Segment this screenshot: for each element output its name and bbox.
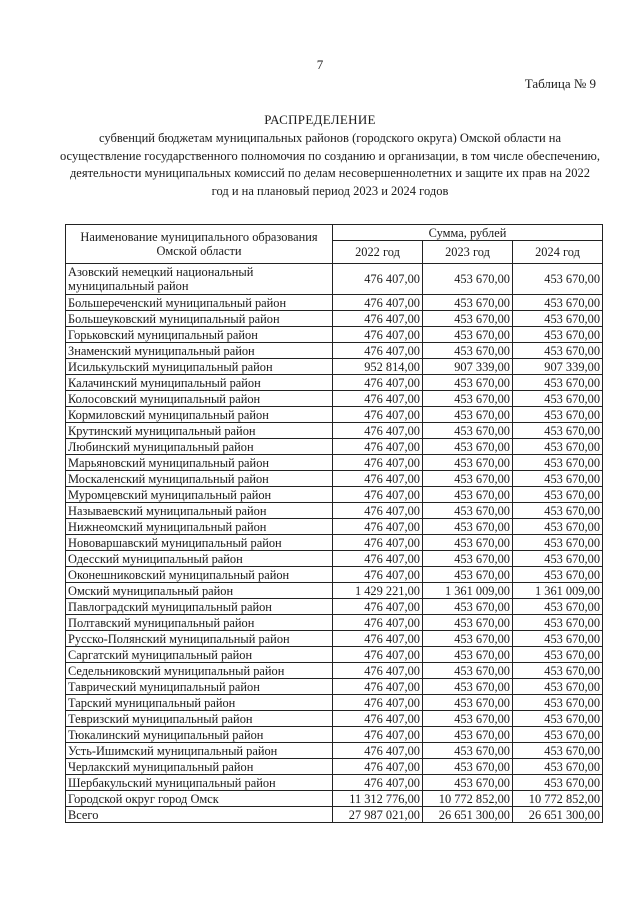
table-row [66, 631, 603, 647]
row-value-2024: 453 670,00 [513, 551, 603, 567]
document-title: РАСПРЕДЕЛЕНИЕ [264, 112, 376, 127]
row-value-2024: 453 670,00 [513, 711, 603, 727]
table-row [66, 647, 603, 663]
row-value-2023: 453 670,00 [423, 471, 513, 487]
row-name: Русско-Полянский муниципальный район [66, 631, 333, 647]
row-value-2023: 1 361 009,00 [423, 583, 513, 599]
row-value-2024: 453 670,00 [513, 663, 603, 679]
row-value-2024: 453 670,00 [513, 519, 603, 535]
table-row [66, 759, 603, 775]
row-value-2023: 453 670,00 [423, 743, 513, 759]
header-year-2022: 2022 год [333, 241, 423, 264]
table-row [66, 663, 603, 679]
row-value-2024: 453 670,00 [513, 343, 603, 359]
row-value-2022: 476 407,00 [333, 535, 423, 551]
row-name: Городской округ город Омск [66, 791, 333, 807]
table-row [66, 471, 603, 487]
row-name: Москаленский муниципальный район [66, 471, 333, 487]
row-value-2023: 453 670,00 [423, 391, 513, 407]
row-value-2022: 11 312 776,00 [333, 791, 423, 807]
table-row [66, 375, 603, 391]
row-value-2022: 476 407,00 [333, 759, 423, 775]
row-value-2023: 453 670,00 [423, 264, 513, 295]
row-value-2022: 476 407,00 [333, 407, 423, 423]
header-sum: Сумма, рублей [333, 225, 603, 241]
row-value-2024: 453 670,00 [513, 487, 603, 503]
row-value-2024: 453 670,00 [513, 471, 603, 487]
row-name: Знаменский муниципальный район [66, 343, 333, 359]
row-value-2022: 27 987 021,00 [333, 807, 423, 823]
table-label: Таблица № 9 [524, 76, 596, 91]
row-value-2022: 476 407,00 [333, 295, 423, 311]
row-value-2022: 476 407,00 [333, 711, 423, 727]
row-value-2023: 453 670,00 [423, 631, 513, 647]
row-value-2023: 453 670,00 [423, 663, 513, 679]
row-value-2022: 476 407,00 [333, 679, 423, 695]
row-name: Нижнеомский муниципальный район [66, 519, 333, 535]
row-value-2023: 453 670,00 [423, 439, 513, 455]
row-name: Саргатский муниципальный район [66, 647, 333, 663]
table-row [66, 264, 603, 295]
row-value-2022: 476 407,00 [333, 647, 423, 663]
row-value-2023: 453 670,00 [423, 295, 513, 311]
header-year-2023: 2023 год [423, 241, 513, 264]
row-name: Муромцевский муниципальный район [66, 487, 333, 503]
row-value-2023: 453 670,00 [423, 487, 513, 503]
table-row [66, 423, 603, 439]
table-row [66, 503, 603, 519]
row-value-2022: 476 407,00 [333, 519, 423, 535]
row-value-2024: 453 670,00 [513, 455, 603, 471]
row-value-2024: 10 772 852,00 [513, 791, 603, 807]
table-row [66, 391, 603, 407]
row-value-2024: 907 339,00 [513, 359, 603, 375]
document-subtitle: субвенций бюджетам муниципальных районов (городского округа) Омской области на осуществление государственного полномочия по созданию и организации, в том числе обеспечению, деятельности муниципальных комиссий по делам несовершеннолетних и защите их прав на 2022 год и на плановый период 2023 и 2024 годов [60, 131, 601, 198]
row-value-2022: 476 407,00 [333, 455, 423, 471]
table-row [66, 679, 603, 695]
row-value-2022: 476 407,00 [333, 439, 423, 455]
row-name: Всего [66, 807, 333, 823]
row-value-2024: 453 670,00 [513, 295, 603, 311]
row-value-2022: 476 407,00 [333, 567, 423, 583]
row-name: Полтавский муниципальный район [66, 615, 333, 631]
header-year-2024: 2024 год [513, 241, 603, 264]
row-value-2023: 907 339,00 [423, 359, 513, 375]
row-name: Черлакский муниципальный район [66, 759, 333, 775]
row-value-2023: 453 670,00 [423, 775, 513, 791]
row-value-2023: 453 670,00 [423, 727, 513, 743]
table-row [66, 599, 603, 615]
row-value-2024: 453 670,00 [513, 327, 603, 343]
table-row [66, 615, 603, 631]
table-row [66, 359, 603, 375]
row-name: Калачинский муниципальный район [66, 375, 333, 391]
table-body [66, 264, 603, 823]
row-value-2024: 453 670,00 [513, 647, 603, 663]
row-value-2022: 476 407,00 [333, 599, 423, 615]
page-number: 7 [316, 57, 324, 72]
row-value-2022: 952 814,00 [333, 359, 423, 375]
table-row [66, 727, 603, 743]
row-value-2023: 453 670,00 [423, 695, 513, 711]
row-value-2022: 476 407,00 [333, 375, 423, 391]
row-name: Азовский немецкий национальный муниципальный район [66, 264, 333, 295]
table-row [66, 695, 603, 711]
row-name: Шербакульский муниципальный район [66, 775, 333, 791]
row-value-2022: 476 407,00 [333, 327, 423, 343]
row-value-2024: 453 670,00 [513, 264, 603, 295]
row-value-2024: 453 670,00 [513, 567, 603, 583]
table-row [66, 711, 603, 727]
row-value-2024: 453 670,00 [513, 775, 603, 791]
row-name: Крутинский муниципальный район [66, 423, 333, 439]
row-value-2024: 26 651 300,00 [513, 807, 603, 823]
row-value-2023: 453 670,00 [423, 503, 513, 519]
table-row [66, 535, 603, 551]
row-value-2022: 476 407,00 [333, 615, 423, 631]
row-value-2023: 453 670,00 [423, 679, 513, 695]
row-name: Горьковский муниципальный район [66, 327, 333, 343]
row-value-2022: 476 407,00 [333, 695, 423, 711]
row-value-2024: 1 361 009,00 [513, 583, 603, 599]
table-row [66, 791, 603, 807]
row-value-2023: 453 670,00 [423, 327, 513, 343]
table-row [66, 327, 603, 343]
row-value-2024: 453 670,00 [513, 759, 603, 775]
row-value-2022: 476 407,00 [333, 503, 423, 519]
row-name: Усть-Ишимский муниципальный район [66, 743, 333, 759]
row-value-2023: 453 670,00 [423, 647, 513, 663]
row-value-2023: 453 670,00 [423, 759, 513, 775]
row-value-2022: 476 407,00 [333, 743, 423, 759]
table-row [66, 343, 603, 359]
header-name: Наименование муниципального образования Омской области [66, 225, 333, 264]
row-value-2024: 453 670,00 [513, 311, 603, 327]
table-row [66, 407, 603, 423]
row-name: Большеуковский муниципальный район [66, 311, 333, 327]
row-value-2024: 453 670,00 [513, 727, 603, 743]
row-value-2023: 10 772 852,00 [423, 791, 513, 807]
row-value-2024: 453 670,00 [513, 695, 603, 711]
row-value-2024: 453 670,00 [513, 535, 603, 551]
row-value-2023: 453 670,00 [423, 535, 513, 551]
row-name: Тюкалинский муниципальный район [66, 727, 333, 743]
row-value-2024: 453 670,00 [513, 407, 603, 423]
row-value-2024: 453 670,00 [513, 599, 603, 615]
row-name: Одесский муниципальный район [66, 551, 333, 567]
row-name: Оконешниковский муниципальный район [66, 567, 333, 583]
row-name: Седельниковский муниципальный район [66, 663, 333, 679]
row-value-2022: 476 407,00 [333, 631, 423, 647]
row-value-2024: 453 670,00 [513, 679, 603, 695]
row-value-2023: 26 651 300,00 [423, 807, 513, 823]
row-name: Исилькульский муниципальный район [66, 359, 333, 375]
row-value-2022: 476 407,00 [333, 311, 423, 327]
row-value-2023: 453 670,00 [423, 567, 513, 583]
row-value-2024: 453 670,00 [513, 439, 603, 455]
row-value-2022: 476 407,00 [333, 487, 423, 503]
row-value-2024: 453 670,00 [513, 743, 603, 759]
table-row [66, 807, 603, 823]
row-value-2022: 476 407,00 [333, 343, 423, 359]
row-value-2024: 453 670,00 [513, 391, 603, 407]
row-name: Омский муниципальный район [66, 583, 333, 599]
table-row [66, 487, 603, 503]
row-value-2022: 476 407,00 [333, 264, 423, 295]
table-row [66, 583, 603, 599]
row-value-2023: 453 670,00 [423, 375, 513, 391]
row-value-2023: 453 670,00 [423, 311, 513, 327]
row-name: Называевский муниципальный район [66, 503, 333, 519]
row-value-2023: 453 670,00 [423, 599, 513, 615]
table-row [66, 455, 603, 471]
row-name: Колосовский муниципальный район [66, 391, 333, 407]
row-value-2024: 453 670,00 [513, 503, 603, 519]
row-name: Павлоградский муниципальный район [66, 599, 333, 615]
row-name: Тевризский муниципальный район [66, 711, 333, 727]
row-value-2023: 453 670,00 [423, 343, 513, 359]
row-value-2023: 453 670,00 [423, 455, 513, 471]
row-name: Нововаршавский муниципальный район [66, 535, 333, 551]
row-value-2022: 476 407,00 [333, 775, 423, 791]
row-value-2022: 476 407,00 [333, 551, 423, 567]
table-row [66, 439, 603, 455]
table-row [66, 743, 603, 759]
table-row [66, 567, 603, 583]
row-name: Большереченский муниципальный район [66, 295, 333, 311]
row-name: Марьяновский муниципальный район [66, 455, 333, 471]
table-row [66, 295, 603, 311]
row-value-2022: 476 407,00 [333, 727, 423, 743]
row-value-2023: 453 670,00 [423, 551, 513, 567]
distribution-table [65, 224, 603, 823]
row-value-2022: 476 407,00 [333, 471, 423, 487]
row-name: Тарский муниципальный район [66, 695, 333, 711]
row-value-2024: 453 670,00 [513, 375, 603, 391]
row-name: Любинский муниципальный район [66, 439, 333, 455]
row-value-2024: 453 670,00 [513, 423, 603, 439]
row-value-2024: 453 670,00 [513, 615, 603, 631]
row-value-2023: 453 670,00 [423, 615, 513, 631]
row-value-2022: 476 407,00 [333, 423, 423, 439]
row-value-2022: 1 429 221,00 [333, 583, 423, 599]
row-value-2023: 453 670,00 [423, 407, 513, 423]
row-value-2022: 476 407,00 [333, 391, 423, 407]
row-value-2023: 453 670,00 [423, 711, 513, 727]
table-row [66, 551, 603, 567]
row-value-2023: 453 670,00 [423, 519, 513, 535]
row-value-2024: 453 670,00 [513, 631, 603, 647]
table-row [66, 311, 603, 327]
table-row [66, 775, 603, 791]
row-value-2023: 453 670,00 [423, 423, 513, 439]
row-name: Таврический муниципальный район [66, 679, 333, 695]
table-row [66, 519, 603, 535]
row-name: Кормиловский муниципальный район [66, 407, 333, 423]
row-value-2022: 476 407,00 [333, 663, 423, 679]
